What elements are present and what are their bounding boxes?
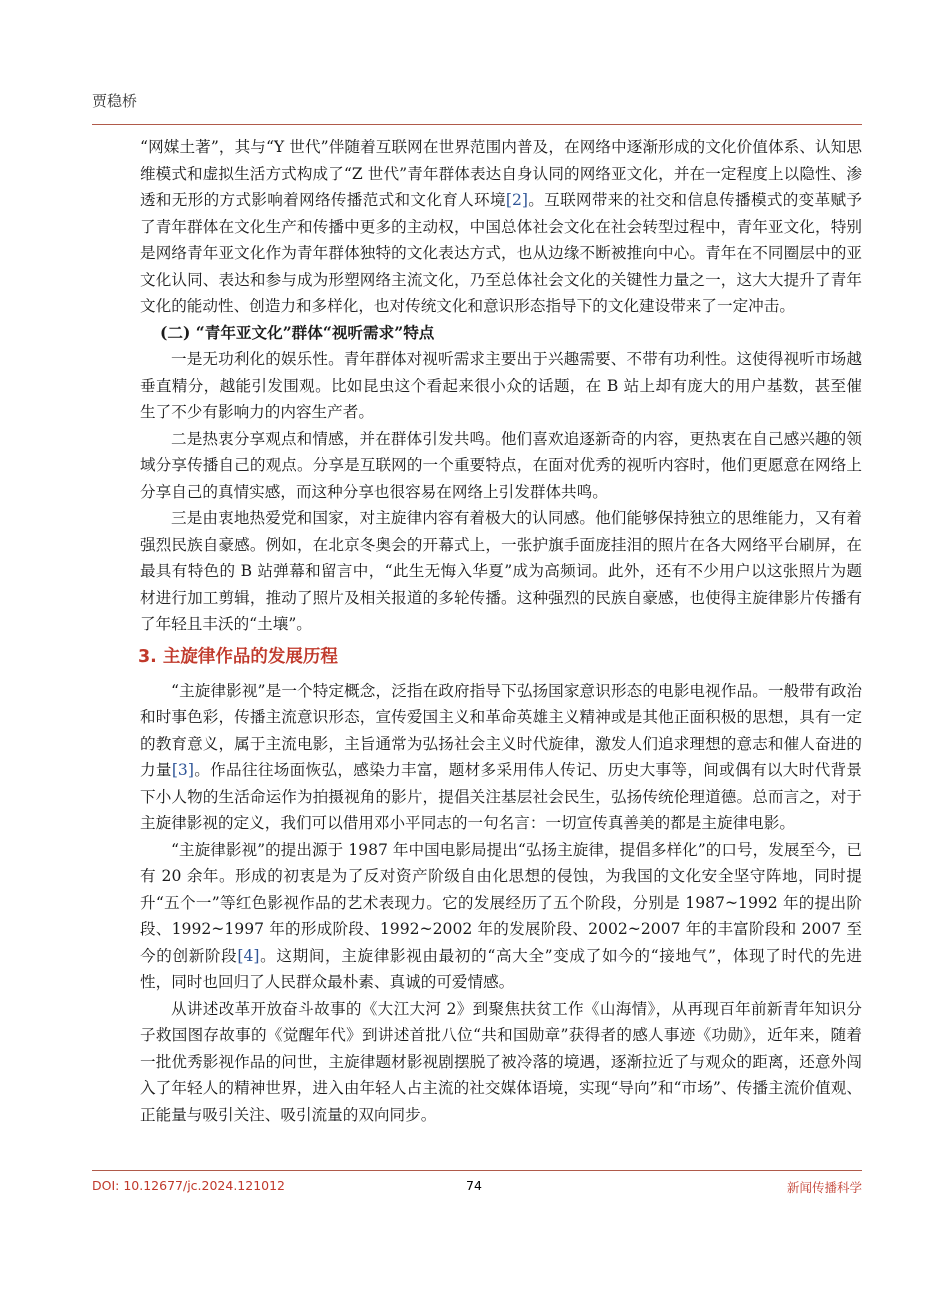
section-title: 3. 主旋律作品的发展历程: [138, 646, 338, 667]
paragraph-5: [140, 678, 862, 837]
paragraph-6: [140, 837, 862, 996]
running-header-author: 贾稳桥: [92, 92, 138, 110]
paragraph-7: 从讲述改革开放奋斗故事的《大江大河 2》到聚焦扶贫工作《山海情》，从再现百年前新青年知识分子救国图存故事的《觉醒年代》到讲述首批八位“共和国勋章”获得者的感人事迹《功勋》，近年来，随着一批优秀影视作品的问世，主旋律题材影视剧摆脱了被冷落的境遇，逐渐拉近了与观众的距离，还意外闯入了年轻人的精神世界，进入由年轻人占主流的社交媒体语境，实现“导向”和“市场”、传播主流价值观、正能量与吸引关注、吸引流量的双向同步。: [140, 999, 862, 1124]
paragraph-5-text-b: 。作品往往场面恢弘，感染力丰富，题材多采用伟人传记、历史大事等，间或偶有以大时代背景下小人物的生活命运作为拍摄视角的影片，提倡关注基层社会民生，弘扬传统伦理道德。总而言之，对于主旋律影视的定义，我们可以借用邓小平同志的一句名言：一切宣传真善美的都是主旋律电影。: [140, 761, 862, 832]
footer-journal-name: 新闻传播科学: [786, 1180, 862, 1195]
paragraph-5-text-a: “主旋律影视”是一个特定概念，泛指在政府指导下弘扬国家意识形态的电影电视作品。一般带有政治和时事色彩，传播主流意识形态，宣传爱国主义和革命英雄主义精神或是其他正面积极的思想，具有一定的教育意义，属于主流电影，主旨通常为弘扬社会主义时代旋律，激发人们追求理想的意志和催人奋进的力量: [140, 681, 862, 779]
citation-link-3[interactable]: [3]: [171, 761, 194, 779]
paragraph-1-text-a: “网媒土著”，其与“Y 世代”伴随着互联网在世界范围内普及，在网络中逐渐形成的文化价值体系、认知思维模式和虚拟生活方式构成了“Z 世代”青年群体表达自身认同的网络亚文化，并在一定程度上以隐性、渗透和无形的方式影响着网络传播范式和文化育人环境: [140, 138, 862, 209]
header-divider: [92, 124, 862, 125]
paragraph-2: 一是无功利化的娱乐性。青年群体对视听需求主要出于兴趣需要、不带有功利性。这使得视听市场越垂直精分，越能引发围观。比如昆虫这个看起来很小众的话题，在 B 站上却有庞大的用户基数，甚至催生了不少有影响力的内容生产者。: [140, 350, 862, 421]
footer-divider: [92, 1170, 862, 1171]
article-body: [140, 134, 862, 1128]
paragraph-1-text-b: 。互联网带来的社交和信息传播模式的变革赋予了青年群体在文化生产和传播中更多的主动权，中国总体社会文化在社会转型过程中，青年亚文化，特别是网络青年亚文化作为青年群体独特的文化表达方式，也从边缘不断被推向中心。青年在不同圈层中的亚文化认同、表达和参与成为形塑网络主流文化，乃至总体社会文化的关键性力量之一，这大大提升了青年文化的能动性、创造力和多样化，也对传统文化和意识形态指导下的文化建设带来了一定冲击。: [140, 191, 862, 315]
citation-link-4[interactable]: [4]: [237, 946, 260, 965]
footer-doi[interactable]: DOI: 10.12677/jc.2024.121012: [92, 1178, 286, 1193]
paragraph-4: 三是由衷地热爱党和国家，对主旋律内容有着极大的认同感。他们能够保持独立的思维能力，又有着强烈民族自豪感。例如，在北京冬奥会的开幕式上，一张护旗手面庞挂泪的照片在各大网络平台刷屏，在最具有特色的 B 站弹幕和留言中，“此生无悔入华夏”成为高频词。此外，还有不少用户以这张照片为题材进行加工剪辑，推动了照片及相关报道的多轮传播。这种强烈的民族自豪感，也使得主旋律影片传播有了年轻且丰沃的“土壤”。: [140, 509, 862, 633]
subheading: (二) “青年亚文化”群体“视听需求”特点: [160, 322, 435, 342]
citation-link-2[interactable]: [2]: [505, 191, 528, 209]
paragraph-3: 二是热衷分享观点和情感，并在群体引发共鸣。他们喜欢追逐新奇的内容，更热衷在自己感兴趣的领域分享传播自己的观点。分享是互联网的一个重要特点，在面对优秀的视听内容时，他们更愿意在网络上分享自己的真情实感，而这种分享也很容易在网络上引发群体共鸣。: [140, 429, 862, 501]
paragraph-6-text-a: “主旋律影视”的提出源于 1987 年中国电影局提出“弘扬主旋律，提倡多样化”的口号，发展至今，已有 20 余年。形成的初衷是为了反对资产阶级自由化思想的侵蚀，为我国的文化安全坚守阵地，同时提升“五个一”等红色影视作品的艺术表现力。它的发展经历了五个阶段，分别是 1987~1992 年的提出阶段、1992~1997 年的形成阶段、1992~2002 年的发展阶段、2002~2007 年的丰富阶段和 2007 至今的创新阶段: [140, 840, 862, 965]
paragraph-1: [140, 134, 862, 320]
paragraph-6-text-b: 。这期间，主旋律影视由最初的“高大全”变成了如今的“接地气”，体现了时代的先进性，同时也回归了人民群众最朴素、真诚的可爱情感。: [140, 946, 862, 991]
footer-page-number: 74: [466, 1178, 482, 1193]
